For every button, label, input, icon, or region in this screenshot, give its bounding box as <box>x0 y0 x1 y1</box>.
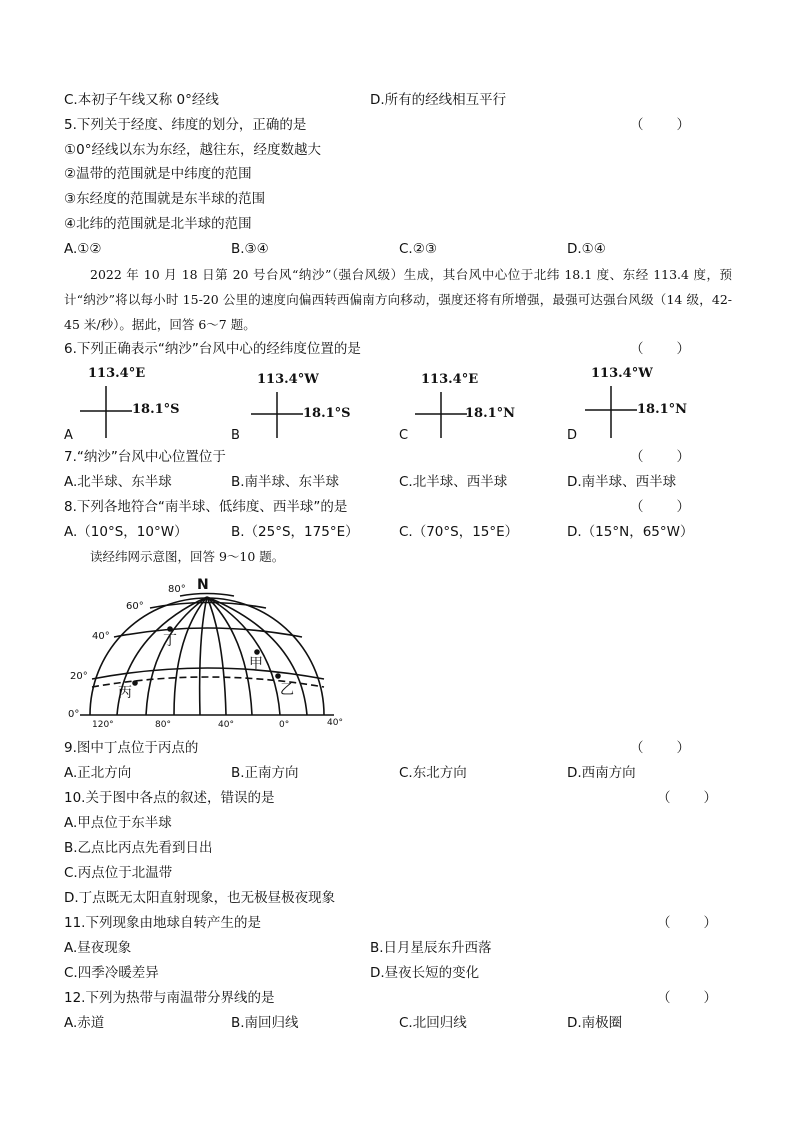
longitude-label: 113.4°E <box>421 372 479 387</box>
q8-option-b: B.（25°S，175°E） <box>231 524 359 540</box>
meridian <box>200 597 207 715</box>
q5-option-c: C.②③ <box>399 241 437 257</box>
latitude-label: 18.1°N <box>465 406 516 421</box>
figure-letter: B <box>231 428 240 443</box>
lat-label-60: 60° <box>126 601 144 612</box>
point-jia-dot <box>254 649 260 655</box>
q4-option-c: C.本初子午线又称 0°经线 <box>64 92 219 108</box>
q6-figure-d <box>567 364 707 446</box>
q9-option-a: A.正北方向 <box>64 765 132 781</box>
q10-option-c: C.丙点位于北温带 <box>64 865 173 881</box>
q12-option-a: A.赤道 <box>64 1015 105 1031</box>
q11-option-b: B.日月星辰东升西落 <box>370 940 492 956</box>
q12-option-d: D.南极圈 <box>567 1015 623 1031</box>
q6-figure-c <box>399 364 539 446</box>
longitude-label: 113.4°W <box>257 372 319 387</box>
q10-option-b: B.乙点比丙点先看到日出 <box>64 840 213 856</box>
q7-option-a: A.北半球、东半球 <box>64 474 172 490</box>
q11-option-d: D.昼夜长短的变化 <box>370 965 480 981</box>
latitude-label: 18.1°N <box>637 402 688 417</box>
q5-item-3: ③东经度的范围就是东半球的范围 <box>64 191 266 207</box>
q12-option-c: C.北回归线 <box>399 1015 467 1031</box>
q7-stem: 7.“纳沙”台风中心位置位于 <box>64 449 226 465</box>
point-jia-label: 甲 <box>249 656 263 672</box>
point-yi-label: 乙 <box>280 682 294 698</box>
q12-stem: 12.下列为热带与南温带分界线的是 <box>64 990 275 1006</box>
q8-option-d: D.（15°N，65°W） <box>567 524 694 540</box>
lat-label-40: 40° <box>92 631 110 642</box>
q10-answer-bracket: （ ） <box>657 790 719 806</box>
q5-item-1: ①0°经线以东为东经，越往东，经度数越大 <box>64 142 321 158</box>
q5-option-b: B.③④ <box>231 241 269 257</box>
lat-label-20: 20° <box>70 671 88 682</box>
q6-figure-a <box>64 364 204 446</box>
figure-letter: A <box>64 428 73 443</box>
q5-answer-bracket: （ ） <box>630 117 692 133</box>
q4-option-d: D.所有的经线相互平行 <box>370 92 507 108</box>
q7-option-d: D.南半球、西半球 <box>567 474 677 490</box>
q9-option-d: D.西南方向 <box>567 765 636 781</box>
q11-option-c: C.四季冷暖差异 <box>64 965 159 981</box>
q8-option-c: C.（70°S，15°E） <box>399 524 519 540</box>
q9-stem: 9.图中丁点位于丙点的 <box>64 740 199 756</box>
lat-label-80: 80° <box>168 584 186 595</box>
q6-stem: 6.下列正确表示“纳沙”台风中心的经纬度位置的是 <box>64 341 361 357</box>
lon-label-0: 0° <box>279 720 290 730</box>
parallel-40 <box>114 628 302 637</box>
lon-label-40: 40° <box>218 720 234 730</box>
q7-option-b: B.南半球、东半球 <box>231 474 340 490</box>
q5-option-a: A.①② <box>64 241 102 257</box>
q6-answer-bracket: （ ） <box>630 341 692 357</box>
figure-letter: C <box>399 428 409 443</box>
lon-label-40e: 40° <box>327 718 343 728</box>
q7-answer-bracket: （ ） <box>630 449 692 465</box>
meridian <box>174 597 207 715</box>
point-ding-dot <box>167 626 173 632</box>
parallel-80 <box>180 594 234 597</box>
latitude-label: 18.1°S <box>132 402 180 417</box>
q8-answer-bracket: （ ） <box>630 499 692 515</box>
point-bing-label: 丙 <box>118 685 132 701</box>
q11-stem: 11.下列现象由地球自转产生的是 <box>64 915 261 931</box>
longitude-label: 113.4°W <box>591 366 653 381</box>
q5-item-2: ②温带的范围就是中纬度的范围 <box>64 166 252 182</box>
meridian <box>207 597 226 715</box>
q12-option-b: B.南回归线 <box>231 1015 299 1031</box>
point-bing-dot <box>132 680 138 686</box>
q5-stem: 5.下列关于经度、纬度的划分，正确的是 <box>64 117 307 133</box>
q5-item-4: ④北纬的范围就是北半球的范围 <box>64 216 252 232</box>
q9-option-c: C.东北方向 <box>399 765 467 781</box>
q10-option-a: A.甲点位于东半球 <box>64 815 172 831</box>
q8-stem: 8.下列各地符合“南半球、低纬度、西半球”的是 <box>64 499 348 515</box>
lon-label-120: 120° <box>92 720 114 730</box>
q10-option-d: D.丁点既无太阳直射现象，也无极昼极夜现象 <box>64 890 336 906</box>
q7-option-c: C.北半球、西半球 <box>399 474 508 490</box>
typhoon-passage: 2022 年 10 月 18 日第 20 号台风“纳沙”（强台风级）生成，其台风中心位于北纬 18.1 度、东经 113.4 度，预计“纳沙”将以每小时 15-20 公里的速度向偏西转西偏南方向移动，强度还将有所增强，最强可达强台风级（14 级，42-45 米/秒）。据此，回答 6～7 题。 <box>64 267 732 332</box>
lon-label-80: 80° <box>155 720 171 730</box>
q11-option-a: A.昼夜现象 <box>64 940 132 956</box>
q9-answer-bracket: （ ） <box>630 740 692 756</box>
q10-stem: 10.关于图中各点的叙述，错误的是 <box>64 790 275 806</box>
q6-figure-b <box>231 364 371 446</box>
q5-option-d: D.①④ <box>567 241 606 257</box>
q9-option-b: B.正南方向 <box>231 765 299 781</box>
q8-option-a: A.（10°S，10°W） <box>64 524 188 540</box>
point-ding-label: 丁 <box>163 633 177 649</box>
longitude-label: 113.4°E <box>88 366 146 381</box>
q11-answer-bracket: （ ） <box>657 915 719 931</box>
q12-answer-bracket: （ ） <box>657 990 719 1006</box>
north-label: N <box>197 577 209 593</box>
point-yi-dot <box>275 673 281 679</box>
graticule-diagram <box>62 575 352 730</box>
graticule-passage: 读经纬网示意图，回答 9～10 题。 <box>90 549 285 564</box>
parallel-60 <box>150 603 266 609</box>
latitude-label: 18.1°S <box>303 406 351 421</box>
figure-letter: D <box>567 428 578 443</box>
lat-label-0: 0° <box>68 709 80 720</box>
